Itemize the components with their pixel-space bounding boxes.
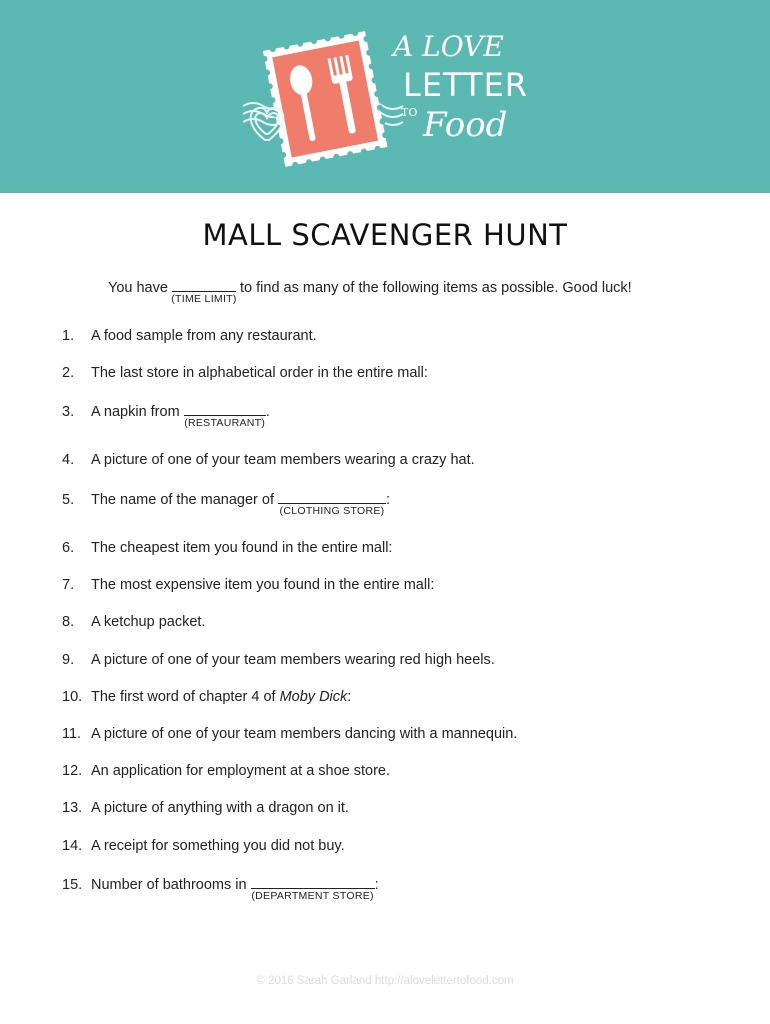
item-text: The last store in alphabetical order in the entire mall: — [91, 365, 428, 381]
header-banner — [0, 0, 770, 193]
item-number: 10. — [62, 689, 83, 705]
intro-before: You have — [108, 280, 168, 296]
item-number: 14. — [62, 838, 83, 854]
item-tail: . — [265, 404, 270, 420]
restaurant-blank — [184, 402, 266, 429]
time-limit-blank — [171, 278, 237, 305]
stamp — [259, 28, 391, 168]
item-text: The name of the manager of — [91, 492, 274, 508]
item-text: A napkin from — [91, 404, 180, 420]
item-tail: : — [347, 689, 352, 705]
list-item — [62, 402, 270, 429]
item-text: An application for employment at a shoe store. — [91, 763, 391, 779]
item-text: Number of bathrooms in — [91, 877, 247, 893]
logo-text-to: TO — [401, 106, 418, 119]
item-number: 2. — [62, 365, 75, 381]
item-text: A picture of one of your team members wearing a crazy hat. — [91, 452, 475, 468]
blank-label: (RESTAURANT) — [184, 417, 266, 429]
item-tail: : — [386, 492, 391, 508]
item-text: The cheapest item you found in the entire mall: — [91, 540, 393, 556]
list-item — [62, 689, 351, 705]
item-number: 15. — [62, 877, 83, 893]
list-item — [62, 328, 317, 344]
item-text: A picture of anything with a dragon on it. — [91, 800, 349, 816]
item-number: 9. — [62, 652, 75, 668]
list-item — [62, 763, 390, 779]
item-text: A picture of one of your team members wearing red high heels. — [91, 652, 495, 668]
item-text: The most expensive item you found in the entire mall: — [91, 577, 435, 593]
item-number: 4. — [62, 452, 75, 468]
list-item — [62, 365, 428, 381]
list-item — [62, 800, 349, 816]
copyright-footer: © 2016 Sarah Garland http://alovelettertofood.com — [256, 975, 514, 987]
intro-after: to find as many of the following items as possible. Good luck! — [240, 280, 632, 296]
list-item — [62, 726, 517, 742]
logo-text-food: Food — [423, 105, 508, 145]
item-number: 8. — [62, 614, 75, 630]
book-title: Moby Dick — [279, 689, 348, 705]
item-number: 12. — [62, 763, 83, 779]
list-item — [62, 490, 391, 517]
item-text: A receipt for something you did not buy. — [91, 838, 345, 854]
clothing-store-blank — [278, 490, 386, 517]
logo-text-a: A LOVE — [393, 30, 504, 63]
item-text: A picture of one of your team members dancing with a mannequin. — [91, 726, 518, 742]
page-title: MALL SCAVENGER HUNT — [202, 218, 568, 252]
list-item — [62, 452, 475, 468]
intro-text — [108, 278, 632, 305]
item-number: 7. — [62, 577, 75, 593]
time-limit-label: (TIME LIMIT) — [171, 293, 237, 305]
list-item — [62, 652, 495, 668]
list-item — [62, 540, 392, 556]
item-number: 6. — [62, 540, 75, 556]
list-item — [62, 838, 345, 854]
item-number: 3. — [62, 404, 75, 420]
item-number: 13. — [62, 800, 83, 816]
item-text: A ketchup packet. — [91, 614, 206, 630]
list-item — [62, 875, 379, 902]
item-number: 11. — [62, 726, 82, 742]
logo-text-letter: LETTER — [403, 66, 529, 104]
love-letter-to-food-logo — [243, 18, 533, 168]
blank-label: (DEPARTMENT STORE) — [251, 890, 374, 902]
item-text: A food sample from any restaurant. — [91, 328, 317, 344]
list-item — [62, 577, 434, 593]
item-number: 1. — [62, 328, 75, 344]
item-tail: : — [374, 877, 379, 893]
item-text: The first word of chapter 4 of — [91, 689, 276, 705]
blank-label: (CLOTHING STORE) — [279, 505, 385, 517]
list-item — [62, 614, 205, 630]
department-store-blank — [251, 875, 375, 902]
item-number: 5. — [62, 492, 75, 508]
